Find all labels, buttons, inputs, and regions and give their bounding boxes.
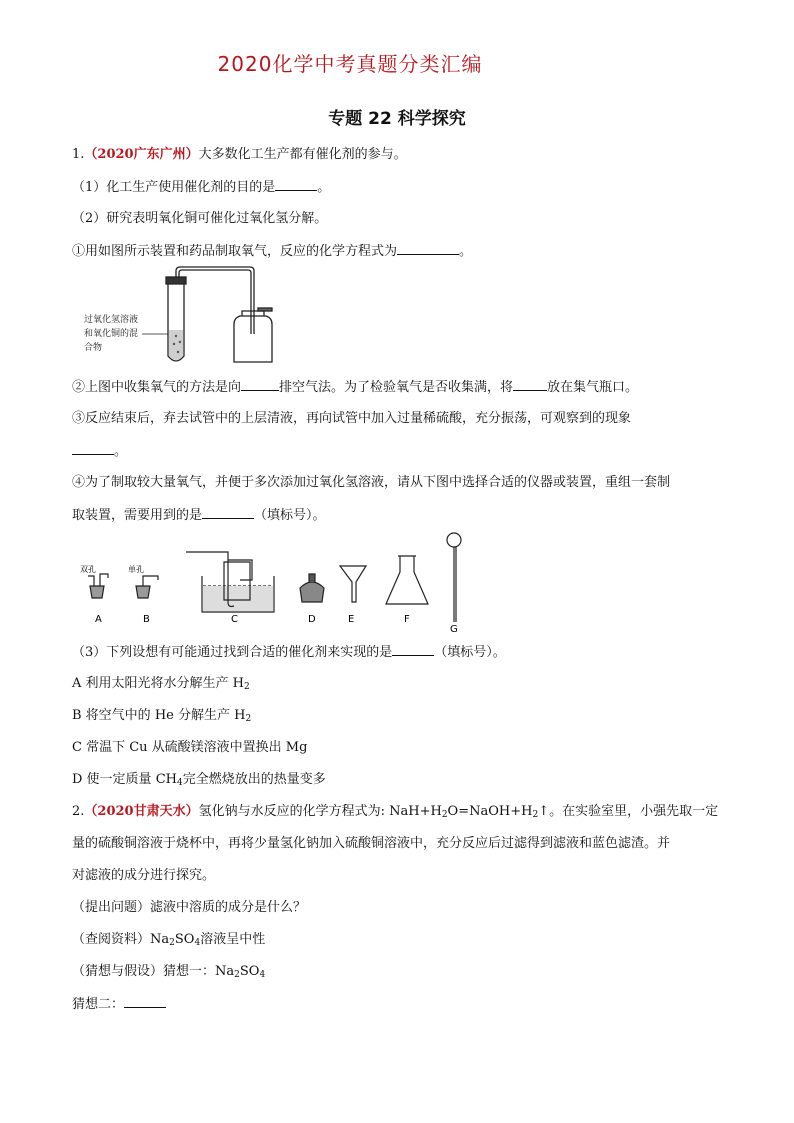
q1-part1 [72,178,330,197]
q2-guess2-blank[interactable] [124,995,166,1008]
q2-ref-sub1: 2 [169,938,175,948]
q1-option-a [72,675,250,696]
q1-part1-blank[interactable] [275,178,317,191]
q1-part2d-end: （填标号）。 [254,508,326,523]
topic-heading: 专题 22 科学探究 [328,109,466,129]
q1-part3-end: （填标号）。 [434,645,506,660]
q2-ref-text3: 溶液呈中性 [200,932,266,947]
q1-part2a-end: 。 [459,244,473,259]
q1-part2d-text: 取装置，需要用到的是 [72,508,203,523]
fig2-label-b: B [143,614,150,625]
q1-part2d-line2 [72,506,326,525]
fig2-label-a: A [95,614,102,625]
fig1-label-line2: 和氧化铜的混 [84,329,139,339]
q2-question: （提出问题）滤液中溶质的成分是什么？ [72,900,307,915]
q2-stem [72,803,718,824]
fig2-label-d: D [308,614,316,625]
q2-guess1-sub2: 4 [259,970,266,980]
q1-stem-text: 大多数化工生产都有催化剂的参与。 [198,147,407,162]
q1-part2b-blank1[interactable] [241,378,279,391]
q1-part2c-end: 。 [114,444,128,459]
q1-part3-text: （3）下列设想有可能通过找到合适的催化剂来实现的是 [72,645,393,660]
document-title: 2020化学中考真题分类汇编 [217,52,483,76]
q1-part2c: ③反应结束后，弃去试管中的上层清液，再向试管中加入过量稀硫酸，充分振荡，可观察到的现象 [72,411,632,426]
q1-option-b-sub: 2 [245,714,252,724]
q1-option-c: C 常温下 Cu 从硫酸镁溶液中置换出 Mg [72,740,308,755]
q1-option-b [72,707,251,728]
fig2-label-dankong: 单孔 [128,565,144,574]
q1-part2a [72,242,472,261]
q2-hypothesis-2 [72,995,166,1014]
q2-guess1-sub1: 2 [234,970,240,980]
q1-part2c-blank[interactable] [72,442,114,455]
q1-number: 1. [72,147,85,162]
fig1-label-line3: 合物 [84,343,103,353]
fig1-label-line1: 过氧化氢溶液 [84,315,139,325]
q1-option-d [72,771,326,792]
q2-hypothesis-1 [72,963,265,984]
q1-part2b-blank2[interactable] [513,378,547,391]
q2-ref-text2: SO [174,932,195,947]
q1-stem [72,146,407,164]
q1-part2b [72,378,638,397]
q2-stem-text1: 氢化钠与水反应的化学方程式为: NaH+H [198,804,442,819]
fig2-label-f: F [404,614,410,625]
q2-stem-sub2: 2 [532,810,539,820]
q1-part2b-text3: 放在集气瓶口。 [547,380,639,395]
q2-stem-text2: O=NaOH+H [447,804,533,819]
q1-option-a-sub: 2 [244,682,250,692]
q2-number: 2. [72,804,85,819]
q2-guess2-text: 猜想二： [72,997,125,1012]
fig2-label-e: E [348,614,355,625]
q1-option-b-text: B 将空气中的 He 分解生产 H [72,708,246,723]
q1-part2d-line1: ④为了制取较大量氧气，并便于多次添加过氧化氢溶液，请从下图中选择合适的仪器或装置，重组一套制 [72,475,671,490]
fig2-label-g: G [450,624,458,634]
q2-ref-text1: （查阅资料）Na [72,932,170,947]
fig2-label-c: C [231,614,238,625]
q1-source: （2020广东广州） [84,147,199,162]
q1-part2b-text1: ②上图中收集氧气的方法是向 [72,380,242,395]
q1-part3 [72,643,506,662]
q2-stem-text3: ↑。在实验室里，小强先取一定 [538,804,719,819]
q1-part3-blank[interactable] [392,643,434,656]
q1-option-d-sub: 4 [176,778,183,788]
q1-part2d-blank[interactable] [202,506,254,519]
q2-reference [72,931,265,952]
q1-part2a-text: ①用如图所示装置和药品制取氧气，反应的化学方程式为 [72,244,398,259]
fig2-label-shuangkong: 双孔 [80,565,96,574]
q1-part2: （2）研究表明氧化铜可催化过氧化氢分解。 [72,211,328,226]
q2-ref-sub2: 4 [194,938,201,948]
q2-stem-sub1: 2 [441,810,448,820]
q1-option-d-text1: D 使一定质量 CH [72,772,177,787]
q1-part1-end: 。 [317,180,331,195]
q2-line3: 对滤液的成分进行探究。 [72,868,216,883]
q1-option-d-text2: 完全燃烧放出的热量变多 [182,772,326,787]
q1-option-a-text: A 利用太阳光将水分解生产 H [72,676,244,691]
q2-source: （2020甘肃天水） [84,804,199,819]
q1-part2b-text2: 排空气法。为了检验氧气是否收集满，将 [279,380,514,395]
oxygen-apparatus-figure [80,264,300,368]
q1-part2a-blank[interactable] [397,242,459,255]
apparatus-options-figure [78,530,498,634]
q2-guess1-text2: SO [239,964,260,979]
q1-part2c-answer [72,442,127,461]
q1-part1-text: （1）化工生产使用催化剂的目的是 [72,180,276,195]
q2-line2: 量的硫酸铜溶液于烧杯中，再将少量氢化钠加入硫酸铜溶液中，充分反应后过滤得到滤液和蓝色滤渣。并 [72,836,671,851]
q2-guess1-text1: （猜想与假设）猜想一：Na [72,964,235,979]
